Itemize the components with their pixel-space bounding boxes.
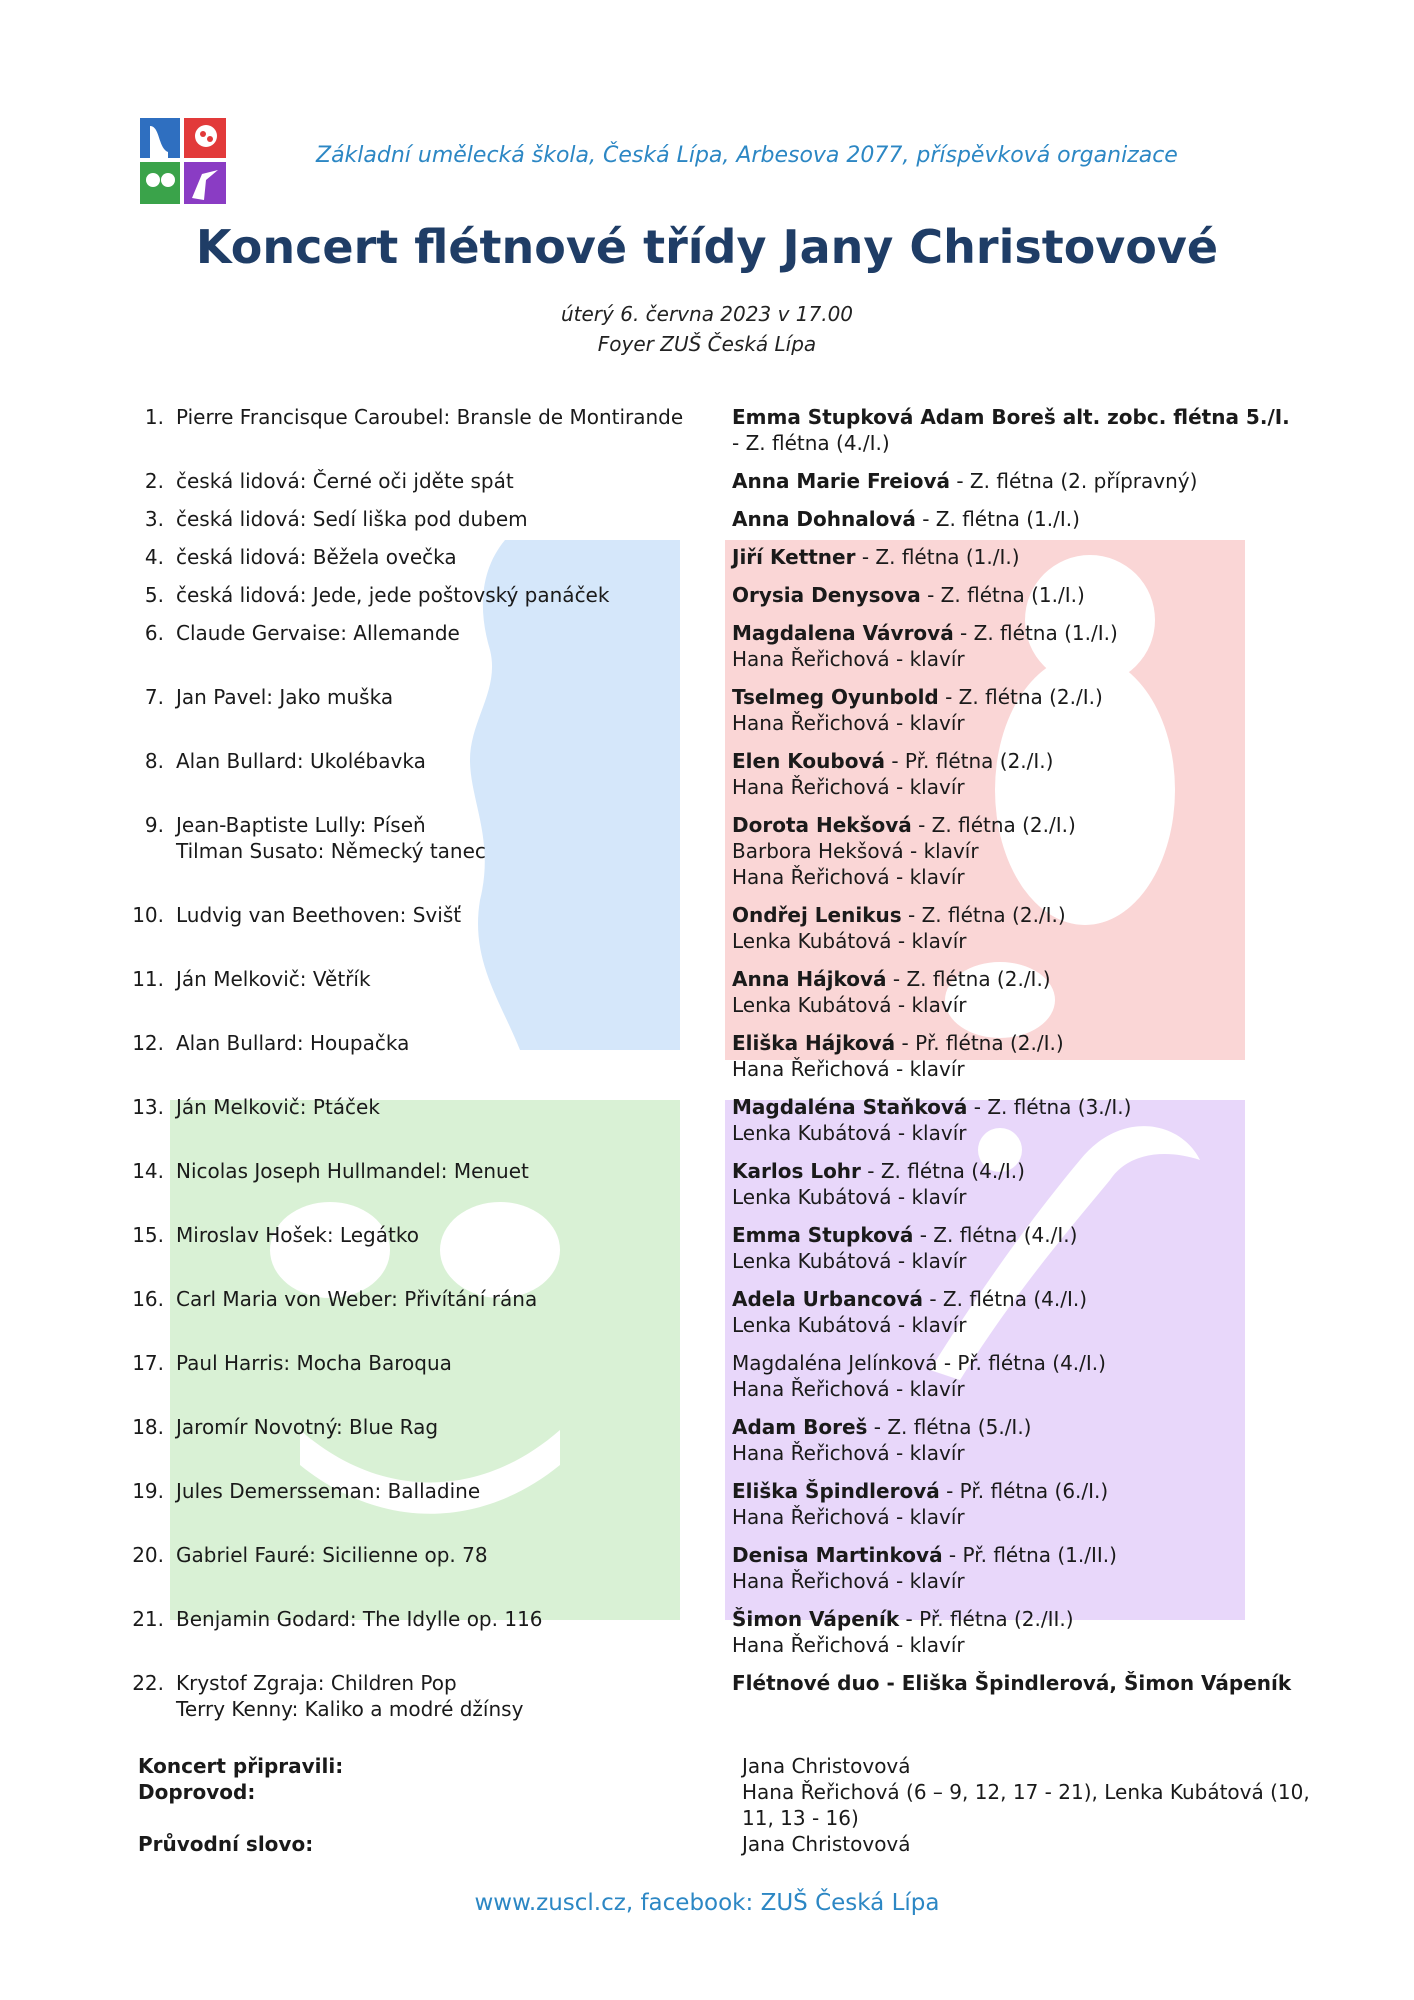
performer-line xyxy=(732,928,1292,954)
performer-line xyxy=(732,710,1292,736)
performer-line xyxy=(732,468,1292,494)
performer-line xyxy=(732,838,1292,864)
piece-line: Nicolas Joseph Hullmandel: Menuet xyxy=(176,1159,529,1183)
performer-line xyxy=(732,1414,1292,1440)
performers xyxy=(732,902,1292,954)
piece-title xyxy=(176,1094,716,1120)
credit-label: Koncert připravili: xyxy=(138,1754,344,1778)
piece-title xyxy=(176,1158,716,1184)
performer-name: Jiří Kettner xyxy=(732,545,856,569)
item-number: 18. xyxy=(132,1415,164,1439)
item-number: 1. xyxy=(144,405,164,429)
credit-value: Jana Christovová xyxy=(742,1832,911,1856)
performer-detail: - Př. flétna (2./I.) xyxy=(885,749,1054,773)
item-number: 17. xyxy=(132,1351,164,1375)
performer-name: Ondřej Lenikus xyxy=(732,903,902,927)
performer-line xyxy=(732,582,1292,608)
piece-title xyxy=(176,1414,716,1440)
performer-line xyxy=(732,1030,1292,1056)
performer-detail: - Z. flétna (4./I.) xyxy=(860,1159,1025,1183)
performer-detail: Hana Řeřichová - klavír xyxy=(732,865,965,889)
performer-name: Tselmeg Oyunbold xyxy=(732,685,939,709)
performer-detail: Hana Řeřichová - klavír xyxy=(732,1633,965,1657)
concert-date: úterý 6. června 2023 v 17.00 xyxy=(560,302,854,326)
performer-detail: - Z. flétna (5./I.) xyxy=(867,1415,1032,1439)
item-number: 7. xyxy=(144,685,164,709)
performer-name: Eliška Špindlerová xyxy=(732,1479,940,1503)
performer-line xyxy=(732,902,1292,928)
piece-title xyxy=(176,812,716,864)
performers xyxy=(732,1478,1292,1530)
piece-title xyxy=(176,582,716,608)
performer-detail: Hana Řeřichová - klavír xyxy=(732,1057,965,1081)
performers xyxy=(732,1158,1292,1210)
performer-name: Denisa Martinková xyxy=(732,1543,943,1567)
piece-line: Claude Gervaise: Allemande xyxy=(176,621,460,645)
performer-line xyxy=(732,1504,1292,1530)
performer-name: Karlos Lohr xyxy=(732,1159,861,1183)
performer-name: Anna Dohnalová xyxy=(732,507,916,531)
performers xyxy=(732,468,1292,494)
performers xyxy=(732,684,1292,736)
performer-name: Elen Koubová xyxy=(732,749,885,773)
performer-line xyxy=(732,1670,1292,1696)
performer-line xyxy=(732,1056,1292,1082)
performer-name: Emma Stupková Adam Boreš alt. zobc. flétna 5./I. xyxy=(732,405,1290,429)
piece-title xyxy=(176,966,716,992)
item-number: 14. xyxy=(132,1159,164,1183)
performer-detail: - Z. flétna (2./I.) xyxy=(911,813,1076,837)
performer-name: Adela Urbancová xyxy=(732,1287,923,1311)
item-number: 2. xyxy=(144,469,164,493)
piece-line: česká lidová: Běžela ovečka xyxy=(176,545,457,569)
piece-title xyxy=(176,1670,716,1722)
piece-title xyxy=(176,544,716,570)
performer-detail: Lenka Kubátová - klavír xyxy=(732,929,967,953)
credit-value: Jana Christovová xyxy=(742,1754,911,1778)
piece-title xyxy=(176,1542,716,1568)
piece-line: Krystof Zgraja: Children Pop xyxy=(176,1671,457,1695)
performers xyxy=(732,812,1292,890)
performer-detail: - Př. flétna (6./I.) xyxy=(939,1479,1109,1503)
performer-detail: Hana Řeřichová - klavír xyxy=(732,1441,965,1465)
performer-detail: Hana Řeřichová - klavír xyxy=(732,775,965,799)
performer-detail: - Z. flétna (1./I.) xyxy=(855,545,1020,569)
performers xyxy=(732,1606,1292,1658)
performer-line xyxy=(732,1350,1292,1376)
performer-detail: - Z. flétna (2./I.) xyxy=(901,903,1066,927)
concert-title: Koncert flétnové třídy Jany Christovové xyxy=(195,220,1219,274)
performers xyxy=(732,620,1292,672)
performer-detail: - Př. flétna (1./II.) xyxy=(942,1543,1117,1567)
performer-detail: - Z. flétna (2. přípravný) xyxy=(950,469,1198,493)
item-number: 15. xyxy=(132,1223,164,1247)
performer-line xyxy=(732,1094,1292,1120)
piece-line: Jaromír Novotný: Blue Rag xyxy=(176,1415,439,1439)
performer-line xyxy=(732,1632,1292,1658)
performers xyxy=(732,1286,1292,1338)
performer-name: Dorota Hekšová xyxy=(732,813,912,837)
piece-title xyxy=(176,404,716,430)
performer-name: Flétnové duo - Eliška Špindlerová, Šimon Vápeník xyxy=(732,1671,1292,1695)
performer-detail: - Z. flétna (4./I.) xyxy=(913,1223,1078,1247)
performer-detail: - Z. flétna (4./I.) xyxy=(732,431,890,455)
performer-line xyxy=(732,1184,1292,1210)
performer-line xyxy=(732,1440,1292,1466)
piece-line: Miroslav Hošek: Legátko xyxy=(176,1223,419,1247)
piece-line: Alan Bullard: Houpačka xyxy=(176,1031,410,1055)
performer-detail: Lenka Kubátová - klavír xyxy=(732,1185,967,1209)
performer-name: Šimon Vápeník xyxy=(732,1607,900,1631)
performer-detail: Hana Řeřichová - klavír xyxy=(732,647,965,671)
performers xyxy=(732,404,1292,456)
item-number: 12. xyxy=(132,1031,164,1055)
piece-title xyxy=(176,902,716,928)
performer-line xyxy=(732,544,1292,570)
piece-title xyxy=(176,748,716,774)
piece-title xyxy=(176,684,716,710)
school-logo xyxy=(140,118,226,204)
performer-line xyxy=(732,1222,1292,1248)
piece-title xyxy=(176,506,716,532)
piece-line: česká lidová: Černé oči jděte spát xyxy=(176,469,514,493)
performer-line xyxy=(732,1542,1292,1568)
performer-line xyxy=(732,506,1292,532)
performer-line xyxy=(732,620,1292,646)
piece-title xyxy=(176,1478,716,1504)
item-number: 10. xyxy=(132,903,164,927)
performer-line xyxy=(732,646,1292,672)
piece-title xyxy=(176,1030,716,1056)
piece-title xyxy=(176,468,716,494)
performer-name: Anna Hájková xyxy=(732,967,887,991)
item-number: 16. xyxy=(132,1287,164,1311)
credit-value: Hana Řeřichová (6 – 9, 12, 17 - 21), Lenka Kubátová (10, 11, 13 - 16) xyxy=(742,1780,1310,1830)
performer-detail: - Z. flétna (1./I.) xyxy=(953,621,1118,645)
item-number: 4. xyxy=(144,545,164,569)
performer-detail: Lenka Kubátová - klavír xyxy=(732,1249,967,1273)
performer-line xyxy=(732,812,1292,838)
performer-line xyxy=(732,1158,1292,1184)
piece-line: Ján Melkovič: Větřík xyxy=(176,967,371,991)
piece-title xyxy=(176,1222,716,1248)
item-number: 20. xyxy=(132,1543,164,1567)
performers xyxy=(732,1414,1292,1466)
performers xyxy=(732,582,1292,608)
item-number: 22. xyxy=(132,1671,164,1695)
school-name: Základní umělecká škola, Česká Lípa, Arbesova 2077, příspěvková organizace xyxy=(316,143,1178,168)
performer-detail: Hana Řeřichová - klavír xyxy=(732,1505,965,1529)
footer-links: www.zuscl.cz, facebook: ZUŠ Česká Lípa xyxy=(474,1890,940,1916)
performers xyxy=(732,1350,1292,1402)
item-number: 5. xyxy=(144,583,164,607)
performer-line xyxy=(732,1376,1292,1402)
piece-line: Jules Demersseman: Balladine xyxy=(176,1479,481,1503)
performer-name: Orysia Denysova xyxy=(732,583,921,607)
credit-label: Průvodní slovo: xyxy=(138,1832,314,1856)
credit-label: Doprovod: xyxy=(138,1780,256,1804)
performer-name: Eliška Hájková xyxy=(732,1031,896,1055)
piece-title xyxy=(176,1286,716,1312)
performer-detail: Lenka Kubátová - klavír xyxy=(732,1121,967,1145)
item-number: 13. xyxy=(132,1095,164,1119)
concert-venue: Foyer ZUŠ Česká Lípa xyxy=(597,332,817,356)
performer-name: Magdalena Vávrová xyxy=(732,621,954,645)
performer-line xyxy=(732,1568,1292,1594)
item-number: 19. xyxy=(132,1479,164,1503)
item-number: 6. xyxy=(144,621,164,645)
performer-detail: - Př. flétna (2./II.) xyxy=(899,1607,1074,1631)
piece-line: Ludvig van Beethoven: Svišť xyxy=(176,903,462,927)
performer-detail: - Z. flétna (3./I.) xyxy=(967,1095,1132,1119)
performer-detail: - Př. flétna (2./I.) xyxy=(895,1031,1064,1055)
performer-line xyxy=(732,1120,1292,1146)
piece-line: Benjamin Godard: The Idylle op. 116 xyxy=(176,1607,543,1631)
performer-line xyxy=(732,748,1292,774)
performer-name: Anna Marie Freiová xyxy=(732,469,950,493)
performer-detail: Hana Řeřichová - klavír xyxy=(732,711,965,735)
piece-line: Terry Kenny: Kaliko a modré džínsy xyxy=(176,1697,524,1721)
performers xyxy=(732,1094,1292,1146)
piece-line: Pierre Francisque Caroubel: Bransle de Montirande xyxy=(176,405,684,429)
performer-detail: - Z. flétna (4./I.) xyxy=(922,1287,1088,1311)
piece-line: Jean-Baptiste Lully: Píseň xyxy=(176,813,426,837)
performer-name: Emma Stupková xyxy=(732,1223,914,1247)
performer-line xyxy=(732,1248,1292,1274)
performer-detail: Lenka Kubátová - klavír xyxy=(732,1313,967,1337)
performers xyxy=(732,1542,1292,1594)
item-number: 9. xyxy=(144,813,164,837)
piece-title xyxy=(176,1350,716,1376)
item-number: 11. xyxy=(132,967,164,991)
piece-line: Ján Melkovič: Ptáček xyxy=(176,1095,380,1119)
performer-detail: - Z. flétna (1./I.) xyxy=(915,507,1080,531)
performer-line xyxy=(732,966,1292,992)
performer-detail: Magdaléna Jelínková - Př. flétna (4./I.) xyxy=(732,1351,1106,1375)
performer-line xyxy=(732,774,1292,800)
performers xyxy=(732,1222,1292,1274)
piece-title xyxy=(176,1606,716,1632)
piece-line: Tilman Susato: Německý tanec xyxy=(176,839,486,863)
piece-line: česká lidová: Jede, jede poštovský panáček xyxy=(176,583,610,607)
performer-line xyxy=(732,864,1292,890)
performer-detail: Hana Řeřichová - klavír xyxy=(732,1377,965,1401)
performer-detail: Hana Řeřichová - klavír xyxy=(732,1569,965,1593)
performer-line xyxy=(732,1312,1292,1338)
performer-line xyxy=(732,404,1292,456)
performer-detail: - Z. flétna (1./I.) xyxy=(920,583,1085,607)
performers xyxy=(732,966,1292,1018)
performer-line xyxy=(732,684,1292,710)
performer-line xyxy=(732,992,1292,1018)
performer-line xyxy=(732,1478,1292,1504)
performer-detail: Lenka Kubátová - klavír xyxy=(732,993,967,1017)
piece-line: Jan Pavel: Jako muška xyxy=(176,685,394,709)
performers xyxy=(732,1670,1292,1696)
performer-detail: - Z. flétna (2./I.) xyxy=(938,685,1103,709)
piece-line: Gabriel Fauré: Sicilienne op. 78 xyxy=(176,1543,488,1567)
performer-detail: - Z. flétna (2./I.) xyxy=(886,967,1051,991)
performers xyxy=(732,1030,1292,1082)
item-number: 8. xyxy=(144,749,164,773)
performer-line xyxy=(732,1286,1292,1312)
piece-line: Paul Harris: Mocha Baroqua xyxy=(176,1351,452,1375)
piece-line: Carl Maria von Weber: Přivítání rána xyxy=(176,1287,538,1311)
performer-detail: Barbora Hekšová - klavír xyxy=(732,839,979,863)
performer-name: Adam Boreš xyxy=(732,1415,868,1439)
performers xyxy=(732,544,1292,570)
item-number: 3. xyxy=(144,507,164,531)
piece-line: Alan Bullard: Ukolébavka xyxy=(176,749,426,773)
piece-title xyxy=(176,620,716,646)
piece-line: česká lidová: Sedí liška pod dubem xyxy=(176,507,528,531)
performers xyxy=(732,748,1292,800)
performer-name: Magdaléna Staňková xyxy=(732,1095,968,1119)
item-number: 21. xyxy=(132,1607,164,1631)
performer-line xyxy=(732,1606,1292,1632)
performers xyxy=(732,506,1292,532)
